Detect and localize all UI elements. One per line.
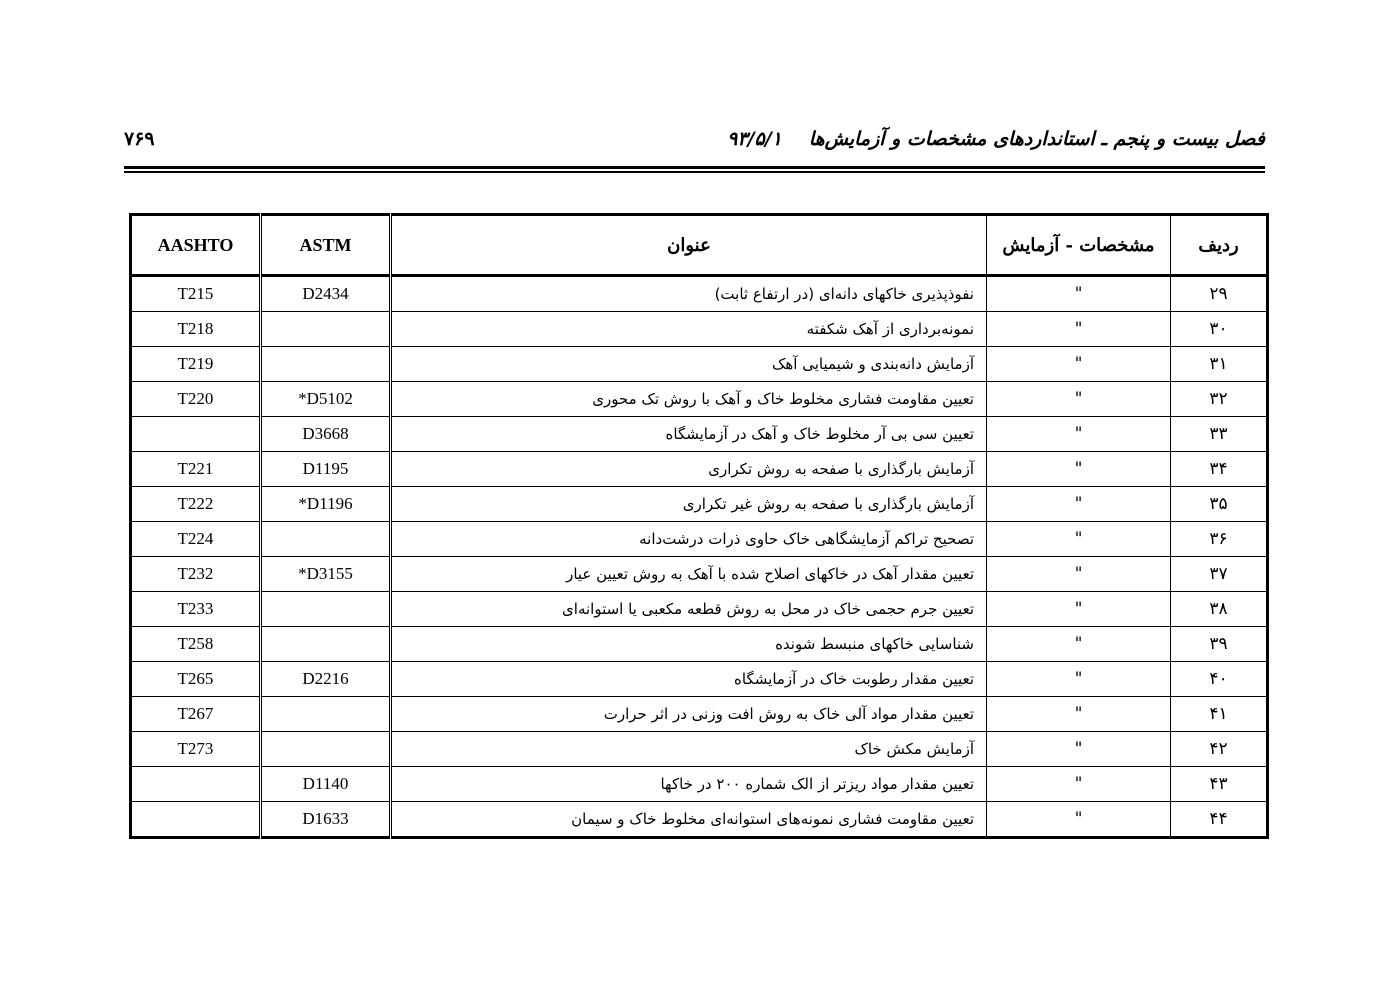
cell-title: تعیین مقدار آهک در خاکهای اصلاح شده با آهک به روش تعیین عیار [391,557,987,592]
cell-aashto: T232 [131,557,261,592]
cell-spec: " [987,662,1171,697]
cell-astm: D2434 [261,276,391,312]
cell-spec: " [987,592,1171,627]
table-row [131,417,1268,452]
cell-title: آزمایش بارگذاری با صفحه به روش تکراری [391,452,987,487]
cell-title: تعیین مقاومت فشاری مخلوط خاک و آهک با روش تک محوری [391,382,987,417]
table-row [131,802,1268,838]
cell-title: تعیین مقدار مواد آلی خاک به روش افت وزنی در اثر حرارت [391,697,987,732]
cell-row-number: ۳۹ [1171,627,1268,662]
cell-astm: D1140 [261,767,391,802]
standards-table [129,213,1269,839]
cell-aashto: T273 [131,732,261,767]
cell-aashto: T224 [131,522,261,557]
cell-aashto [131,802,261,838]
cell-row-number: ۳۴ [1171,452,1268,487]
col-header-astm: ASTM [261,215,391,276]
cell-row-number: ۲۹ [1171,276,1268,312]
table-row [131,627,1268,662]
cell-row-number: ۳۱ [1171,347,1268,382]
cell-aashto [131,767,261,802]
table-header-row [131,215,1268,276]
cell-title: تصحیح تراکم آزمایشگاهی خاک حاوی ذرات درشت‌دانه [391,522,987,557]
table-row [131,592,1268,627]
cell-aashto: T267 [131,697,261,732]
cell-astm: D3155* [261,557,391,592]
cell-aashto: T258 [131,627,261,662]
page-header [124,128,1265,158]
cell-spec: " [987,347,1171,382]
cell-row-number: ۴۳ [1171,767,1268,802]
col-header-title: عنوان [391,215,987,276]
cell-aashto: T215 [131,276,261,312]
table-row [131,557,1268,592]
cell-title: آزمایش بارگذاری با صفحه به روش غیر تکراری [391,487,987,522]
table-row [131,522,1268,557]
table-row [131,662,1268,697]
cell-astm [261,312,391,347]
col-header-spec: مشخصات ‑ آزمایش [987,215,1171,276]
cell-spec: " [987,312,1171,347]
cell-aashto: T218 [131,312,261,347]
cell-title: نمونه‌برداری از آهک شکفته [391,312,987,347]
cell-row-number: ۴۰ [1171,662,1268,697]
cell-astm [261,732,391,767]
cell-aashto: T221 [131,452,261,487]
cell-aashto: T220 [131,382,261,417]
cell-astm: D1195 [261,452,391,487]
cell-title: تعیین مقدار مواد ریزتر از الک شماره ۲۰۰ در خاکها [391,767,987,802]
cell-aashto: T222 [131,487,261,522]
cell-title: نفوذپذیری خاکهای دانه‌ای (در ارتفاع ثابت) [391,276,987,312]
cell-title: تعیین سی بی آر مخلوط خاک و آهک در آزمایشگاه [391,417,987,452]
table-row [131,732,1268,767]
cell-row-number: ۳۷ [1171,557,1268,592]
cell-spec: " [987,802,1171,838]
cell-row-number: ۴۲ [1171,732,1268,767]
cell-spec: " [987,522,1171,557]
table-row [131,276,1268,312]
cell-row-number: ۳۰ [1171,312,1268,347]
col-header-row-number: ردیف [1171,215,1268,276]
cell-spec: " [987,452,1171,487]
cell-aashto: T265 [131,662,261,697]
header-date: ۹۳/۵/۱ [727,128,782,150]
cell-astm: D5102* [261,382,391,417]
cell-aashto: T219 [131,347,261,382]
table-row [131,452,1268,487]
cell-spec: " [987,382,1171,417]
cell-astm: D2216 [261,662,391,697]
page-number: ۷۶۹ [124,128,155,150]
cell-spec: " [987,767,1171,802]
cell-title: تعیین مقاومت فشاری نمونه‌های استوانه‌ای مخلوط خاک و سیمان [391,802,987,838]
cell-spec: " [987,487,1171,522]
cell-astm: D1196* [261,487,391,522]
cell-astm: D1633 [261,802,391,838]
cell-spec: " [987,276,1171,312]
cell-astm [261,592,391,627]
cell-title: شناسایی خاکهای منبسط شونده [391,627,987,662]
cell-row-number: ۳۸ [1171,592,1268,627]
cell-spec: " [987,732,1171,767]
col-header-aashto: AASHTO [131,215,261,276]
header-rule-thin [124,171,1265,173]
cell-spec: " [987,417,1171,452]
cell-row-number: ۳۳ [1171,417,1268,452]
cell-astm [261,522,391,557]
cell-title: تعیین مقدار رطوبت خاک در آزمایشگاه [391,662,987,697]
cell-astm: D3668 [261,417,391,452]
cell-row-number: ۴۱ [1171,697,1268,732]
cell-title: تعیین جرم حجمی خاک در محل به روش قطعه مکعبی یا استوانه‌ای [391,592,987,627]
cell-spec: " [987,697,1171,732]
cell-spec: " [987,627,1171,662]
cell-spec: " [987,557,1171,592]
cell-row-number: ۳۶ [1171,522,1268,557]
cell-aashto [131,417,261,452]
table-row [131,382,1268,417]
cell-title: آزمایش دانه‌بندی و شیمیایی آهک [391,347,987,382]
cell-row-number: ۴۴ [1171,802,1268,838]
table-row [131,767,1268,802]
table-row [131,347,1268,382]
table-row [131,312,1268,347]
cell-aashto: T233 [131,592,261,627]
cell-astm [261,627,391,662]
cell-title: آزمایش مکش خاک [391,732,987,767]
table-row [131,697,1268,732]
table-row [131,487,1268,522]
cell-row-number: ۳۵ [1171,487,1268,522]
cell-astm [261,697,391,732]
header-rule-thick [124,166,1265,169]
cell-row-number: ۳۲ [1171,382,1268,417]
cell-astm [261,347,391,382]
chapter-title: فصل بیست و پنجم ـ استانداردهای مشخصات و آزمایش‌ها [808,128,1265,150]
